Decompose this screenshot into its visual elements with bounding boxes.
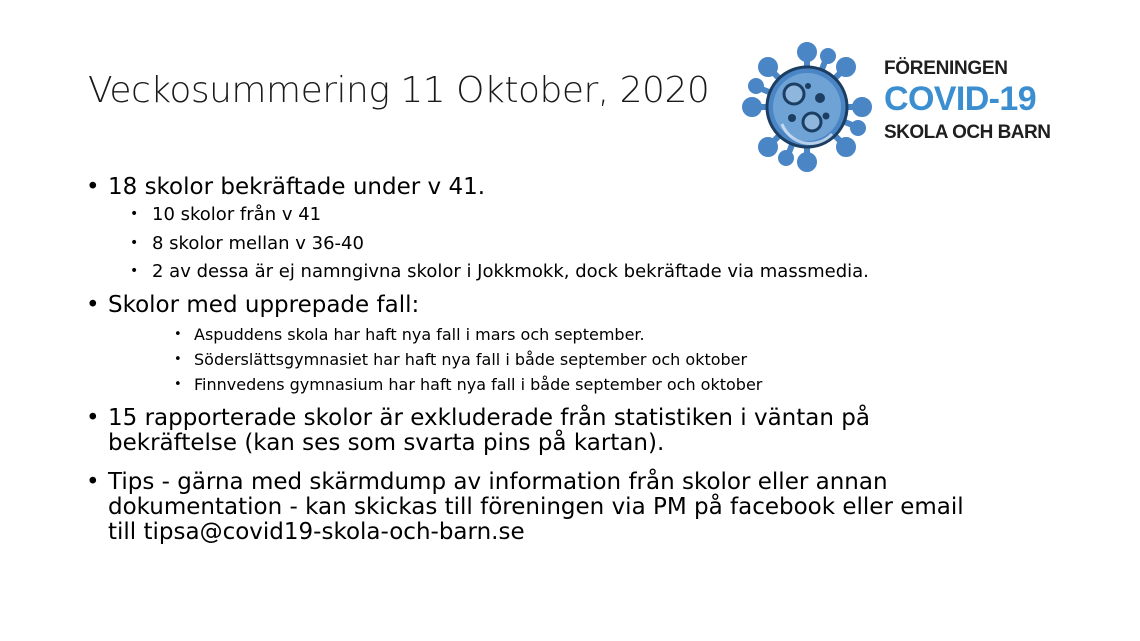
bullet-icon: •: [130, 263, 139, 279]
sub-bullet-item: [174, 322, 645, 347]
slide-title: Veckosummering 11 Oktober, 2020: [88, 70, 710, 111]
bullet-text: 18 skolor bekräftade under v 41.: [108, 174, 486, 200]
bullet-text: Skolor med upprepade fall:: [108, 292, 420, 318]
bullet-text: 10 skolor från v 41: [152, 204, 322, 225]
bullet-text: 15 rapporterade skolor är exkluderade från statistiken i väntan på: [108, 405, 870, 431]
bullet-icon: •: [174, 327, 182, 342]
bullet-continuation: [108, 495, 964, 520]
bullet-icon: •: [174, 377, 182, 392]
logo-line-3: SKOLA OCH BARN: [884, 122, 1051, 143]
bullet-text: Tips - gärna med skärmdump av information från skolor eller annan: [108, 469, 888, 495]
sub-bullet-item: [130, 200, 322, 229]
bullet-icon: •: [174, 352, 182, 367]
bullet-item: [86, 292, 420, 318]
bullet-item: [86, 174, 486, 200]
bullet-item: [86, 405, 870, 431]
sub-bullet-item: [174, 372, 763, 397]
sub-bullet-item: [130, 257, 869, 286]
bullet-icon: •: [130, 235, 139, 251]
bullet-continuation: [108, 520, 525, 545]
email-text: till tipsa@covid19-skola-och-barn.se: [108, 519, 525, 545]
bullet-text: Finnvedens gymnasium har haft nya fall i både september och oktober: [194, 375, 763, 394]
bullet-text: Aspuddens skola har haft nya fall i mars och september.: [194, 325, 645, 344]
logo-line-1: FÖRENINGEN: [884, 58, 1008, 79]
bullet-text: bekräftelse (kan ses som svarta pins på kartan).: [108, 430, 665, 456]
bullet-icon: •: [130, 206, 139, 222]
bullet-text: dokumentation - kan skickas till föreningen via PM på facebook eller email: [108, 494, 964, 520]
bullet-icon: •: [86, 292, 100, 318]
bullet-text: 8 skolor mellan v 36-40: [152, 233, 364, 254]
bullet-text: Söderslättsgymnasiet har haft nya fall i både september och oktober: [194, 350, 748, 369]
bullet-item: [86, 469, 888, 495]
sub-bullet-item: [130, 229, 364, 258]
bullet-icon: •: [86, 405, 100, 431]
association-logo: [742, 42, 1102, 172]
bullet-text: 2 av dessa är ej namngivna skolor i Jokkmokk, dock bekräftade via massmedia.: [152, 261, 869, 282]
sub-bullet-item: [174, 347, 748, 372]
logo-line-2: COVID-19: [884, 80, 1037, 118]
bullet-continuation: [108, 431, 664, 456]
bullet-icon: •: [86, 469, 100, 495]
logo-text: [884, 58, 1050, 144]
bullet-icon: •: [86, 174, 100, 200]
virus-icon: [742, 42, 872, 172]
